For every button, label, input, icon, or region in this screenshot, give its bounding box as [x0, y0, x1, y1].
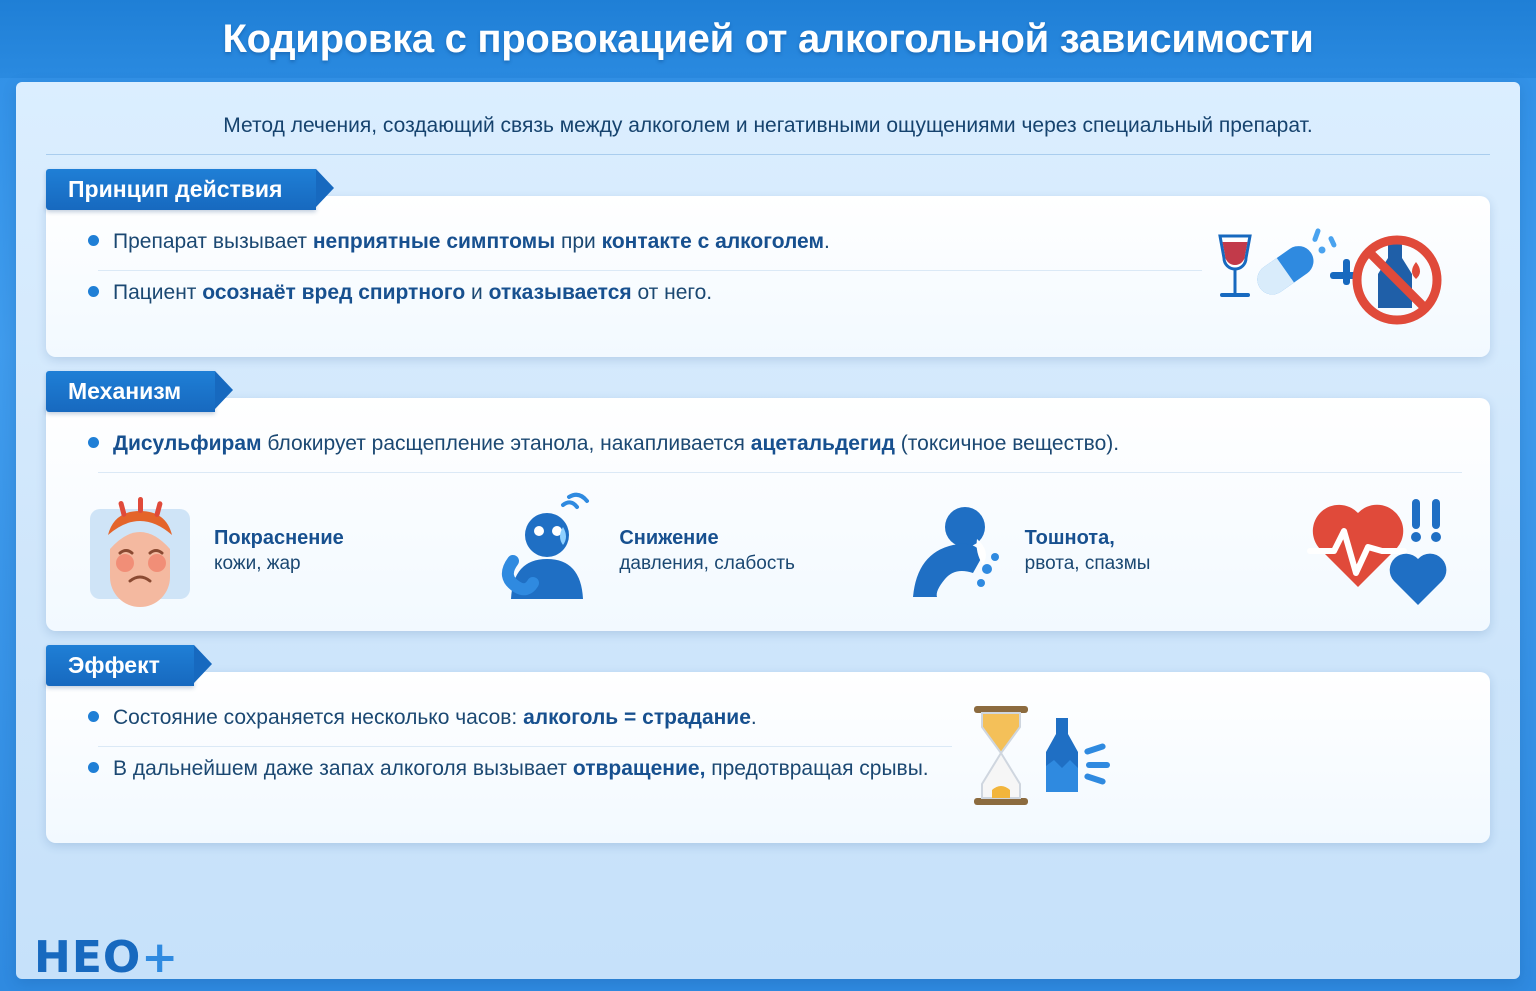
list-item [74, 755, 952, 783]
dizzy-person-icon [485, 491, 605, 611]
page-title: Кодировка с провокацией от алкогольной зависимости [222, 16, 1314, 61]
text-run: предотвращая срывы. [705, 757, 929, 781]
heartbeat-icon [1296, 491, 1456, 611]
text-run-bold: осознаёт вред спиртного [202, 281, 466, 305]
content-panel [16, 82, 1520, 979]
bullet-text [113, 755, 929, 783]
bullet-dot-icon [88, 437, 99, 448]
text-run-bold: алкоголь = страдание [523, 706, 751, 730]
bullet-dot-icon [88, 286, 99, 297]
symptom-line-1: Снижение [619, 527, 719, 550]
section-card-mechanism [46, 398, 1490, 631]
bullet-list-effect [74, 698, 952, 797]
text-run-bold: ацетальдегид [750, 432, 895, 455]
vomiting-person-icon [891, 491, 1011, 611]
brand-logo-plus: + [141, 932, 180, 983]
text-run: блокирует расщепление этанола, накапливается [261, 432, 751, 455]
text-run: при [555, 230, 602, 253]
section-tab-mechanism: Механизм [46, 371, 215, 412]
list-item [74, 430, 1462, 458]
section-effect [46, 645, 1490, 843]
text-run-bold: отвращение, [572, 757, 706, 781]
symptom-item [80, 491, 424, 611]
symptom-line-2: рвота, спазмы [1024, 552, 1151, 574]
divider [98, 472, 1462, 473]
intro-text: Метод лечения, создающий связь между алкоголем и негативными ощущениями через специальный препарат. [46, 100, 1490, 155]
section-tab-principle: Принцип действия [46, 169, 316, 210]
text-run-bold: отказывается [488, 281, 632, 305]
bullet-list-principle [74, 222, 1202, 321]
list-item [74, 704, 952, 732]
splash-icon [1312, 228, 1338, 254]
poster-header [0, 0, 1536, 78]
text-run-bold: Дисульфирам [113, 432, 262, 455]
section-mechanism [46, 371, 1490, 631]
section-tab-effect: Эффект [46, 645, 194, 686]
brand-logo [34, 932, 179, 983]
text-run: Пациент [113, 281, 203, 305]
text-run: Препарат вызывает [113, 230, 313, 253]
text-run: Состояние сохраняется несколько часов: [113, 706, 524, 730]
divider [98, 270, 1202, 271]
bullet-text [113, 704, 757, 732]
impact-lines-icon [1084, 743, 1110, 786]
brand-logo-text: HEO [34, 932, 142, 983]
hourglass-icon [974, 706, 1028, 805]
text-run: и [465, 281, 489, 305]
no-alcohol-icon [1357, 238, 1437, 320]
text-run: . [750, 706, 757, 730]
list-item [74, 228, 1202, 256]
text-run: . [824, 230, 830, 253]
section-card-principle [46, 196, 1490, 357]
broken-bottle-icon [1046, 718, 1078, 792]
symptom-line-1: Тошнота, [1024, 527, 1115, 550]
plus-icon [1330, 259, 1356, 285]
symptom-label [214, 526, 344, 576]
bullet-dot-icon [88, 711, 99, 722]
bullet-dot-icon [88, 762, 99, 773]
section-card-effect [46, 672, 1490, 843]
list-item [74, 279, 1202, 307]
divider [98, 746, 952, 747]
bullet-text [113, 279, 712, 307]
bullet-dot-icon [88, 235, 99, 246]
bullet-text [113, 430, 1119, 458]
symptom-line-2: кожи, жар [214, 552, 301, 574]
symptom-strip [74, 487, 1462, 611]
bullet-text [113, 228, 830, 256]
pill-capsule-icon [1251, 240, 1319, 300]
symptom-item [891, 491, 1235, 611]
symptom-line-1: Покраснение [214, 527, 344, 550]
text-run: (токсичное вещество). [894, 432, 1120, 455]
symptom-label [1025, 526, 1151, 576]
text-run: В дальнейшем даже запах алкоголя вызывает [113, 757, 573, 781]
text-run: от него. [631, 281, 713, 305]
text-run-bold: контакте с алкоголем [601, 230, 824, 253]
symptom-item [485, 491, 829, 611]
wine-glass-icon [1220, 236, 1250, 295]
text-run-bold: неприятные симптомы [312, 230, 556, 253]
flushed-face-icon [80, 491, 200, 611]
symptom-line-2: давления, слабость [619, 552, 795, 574]
illustration-pill-wine-noalcohol [1202, 222, 1462, 337]
section-principle [46, 169, 1490, 357]
illustration-hourglass-broken-bottle [952, 698, 1132, 823]
symptom-item [1296, 491, 1456, 611]
symptom-label [619, 526, 795, 576]
